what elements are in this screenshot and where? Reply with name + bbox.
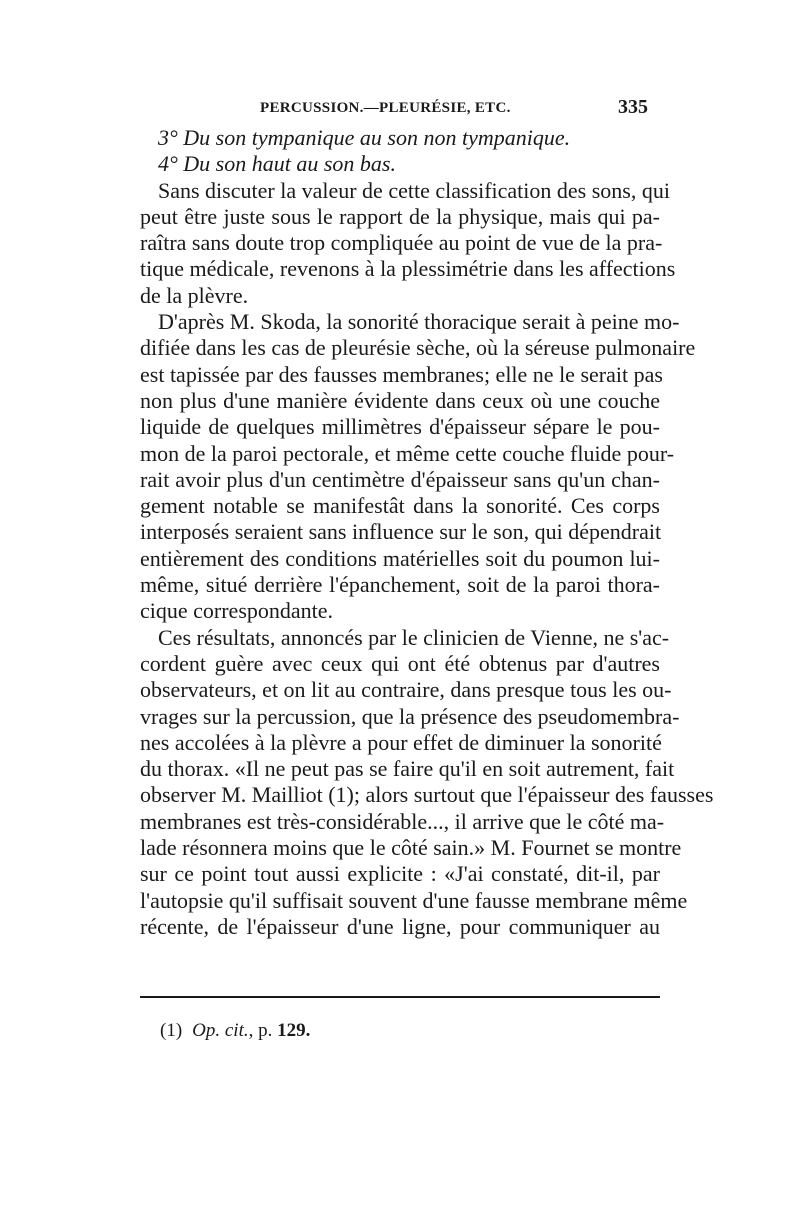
text-line: cordent guère avec ceux qui ont été obtenus par d'autres (140, 650, 660, 676)
text-line: l'autopsie qu'il suffisait souvent d'une fausse membrane même (140, 887, 688, 913)
text-line: D'après M. Skoda, la sonorité thoracique serait à peine mo- (158, 309, 680, 335)
text-line: même, situé derrière l'épanchement, soit de la paroi thora- (140, 572, 660, 598)
text-line: du thorax. «Il ne peut pas se faire qu'il en soit autrement, fait (140, 756, 675, 782)
text-line: rait avoir plus d'un centimètre d'épaisseur sans qu'un chan- (140, 466, 660, 492)
text-line: sur ce point tout aussi explicite : «J'ai constaté, dit-il, par (140, 861, 660, 887)
text-line: 3° Du son tympanique au son non tympanique. (158, 125, 571, 150)
text-line: est tapissée par des fausses membranes; elle ne le serait pas (140, 361, 663, 387)
running-title: PERCUSSION.—PLEURÉSIE, ETC. (260, 100, 511, 116)
text-line: observer M. Mailliot (1); alors surtout que l'épaisseur des fausses (140, 782, 714, 808)
text-line: Ces résultats, annoncés par le clinicien de Vienne, ne s'ac- (158, 624, 670, 650)
footnote-work: Op. cit. (192, 1020, 249, 1041)
text-line: 4° Du son haut au son bas. (158, 151, 396, 177)
page-number: 335 (618, 96, 648, 118)
text-line: vrages sur la percussion, que la présence des pseudomembra- (140, 703, 680, 729)
text-line: raîtra sans doute trop compliquée au point de vue de la pra- (140, 230, 663, 256)
footnote-marker: (1) (160, 1020, 183, 1041)
text-line: peut être juste sous le rapport de la physique, mais qui pa- (140, 203, 660, 229)
text-line: difiée dans les cas de pleurésie sèche, où la séreuse pulmonaire (140, 335, 696, 361)
text-line: gement notable se manifestât dans la sonorité. Ces corps (140, 493, 660, 519)
text-line: observateurs, et on lit au contraire, dans presque tous les ou- (140, 677, 672, 703)
footnote-rule (140, 996, 660, 998)
footnote-separator: , p. (248, 1020, 278, 1041)
text-line: récente, de l'épaisseur d'une ligne, pour communiquer au (140, 913, 660, 939)
text-line: Sans discuter la valeur de cette classification des sons, qui (158, 177, 670, 203)
body-text (140, 125, 714, 940)
text-line: interposés seraient sans influence sur le son, qui dépendrait (140, 519, 662, 545)
text-line: non plus d'une manière évidente dans ceux où une couche (140, 387, 660, 413)
footnote (160, 1020, 310, 1042)
text-line: liquide de quelques millimètres d'épaisseur sépare le pou- (140, 414, 660, 440)
text-line: membranes est très-considérable..., il arrive que le côté ma- (140, 808, 665, 834)
text-line: nes accolées à la plèvre a pour effet de diminuer la sonorité (140, 729, 662, 755)
text-line: cique correspondante. (140, 598, 334, 624)
text-line: de la plèvre. (140, 282, 249, 308)
text-line: entièrement des conditions matérielles soit du poumon lui- (140, 545, 660, 571)
text-line: lade résonnera moins que le côté sain.» M. Fournet se montre (140, 835, 682, 861)
text-line: mon de la paroi pectorale, et même cette couche fluide pour- (140, 440, 675, 466)
text-line: tique médicale, revenons à la plessimétrie dans les affections (140, 256, 676, 282)
footnote-page: 129. (277, 1020, 311, 1041)
